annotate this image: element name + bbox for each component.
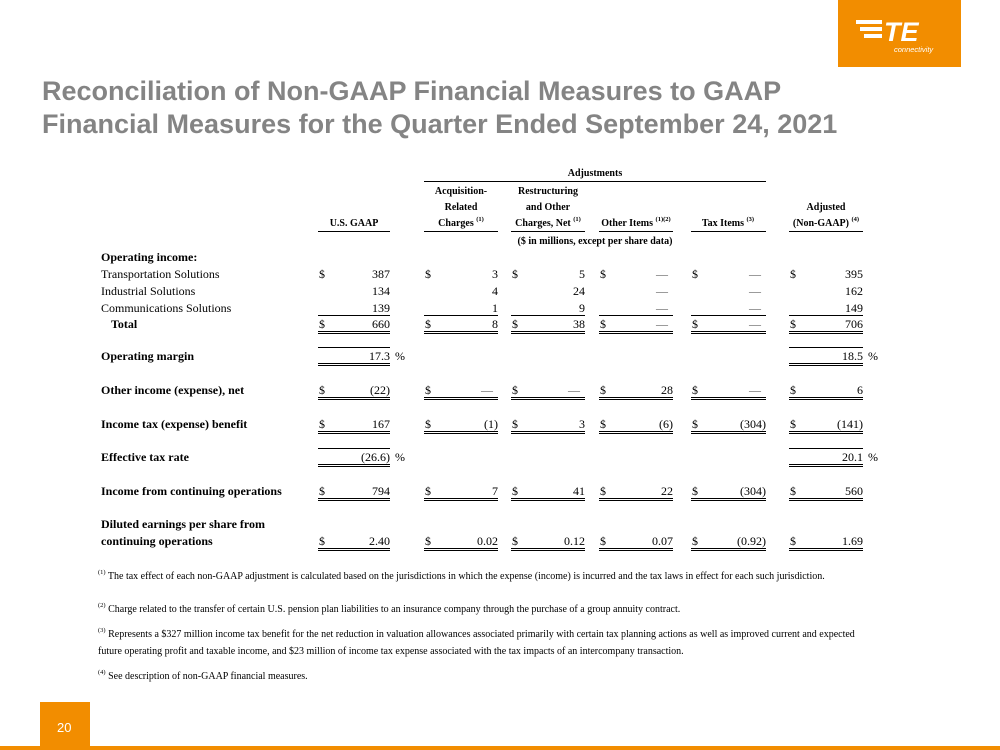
- total-rule-lower: [789, 500, 863, 501]
- table-cell: —: [568, 383, 580, 397]
- footnote-text: Charge related to the transfer of certain U.S. pension plan liabilities to an insurance company through the purchase of a group annuity contract.: [105, 604, 681, 615]
- units-note: ($ in millions, except per share data): [517, 236, 673, 247]
- row-label: Transportation Solutions: [101, 267, 220, 281]
- dollar-sign: $: [692, 267, 698, 281]
- table-cell: 5: [579, 267, 585, 281]
- total-rule-lower: [789, 550, 863, 551]
- table-cell: 706: [845, 317, 863, 331]
- column-header-5-label: Tax Items: [701, 218, 745, 229]
- total-rule-lower: [599, 500, 673, 501]
- dollar-sign: $: [319, 267, 325, 281]
- dollar-sign: $: [692, 383, 698, 397]
- footnote: [98, 568, 858, 585]
- dollar-sign: $: [512, 417, 518, 431]
- table-cell: 7: [492, 484, 498, 498]
- page-title-line-2: Financial Measures for the Quarter Ended September 24, 2021: [42, 109, 838, 139]
- total-rule-upper: [789, 331, 863, 332]
- table-cell: 24: [573, 284, 585, 298]
- table-cell: (1): [484, 417, 498, 431]
- table-cell: 0.12: [564, 534, 585, 548]
- table-cell: 167: [372, 417, 390, 431]
- total-rule-lower: [789, 399, 863, 400]
- table-cell: 3: [579, 417, 585, 431]
- row-label: Industrial Solutions: [101, 284, 196, 298]
- total-rule-upper: [318, 431, 390, 432]
- subtotal-rule: [789, 315, 863, 316]
- column-header-6-footnote-ref: (4): [851, 216, 860, 223]
- subtotal-rule: [424, 315, 498, 316]
- dollar-sign: $: [600, 417, 606, 431]
- total-rule-lower: [424, 500, 498, 501]
- subtotal-rule: [318, 315, 390, 316]
- table-cell: 8: [492, 317, 498, 331]
- table-cell: —: [656, 284, 668, 298]
- table-cell: 6: [857, 383, 863, 397]
- total-rule-lower: [424, 399, 498, 400]
- total-rule-upper: [691, 548, 766, 549]
- margin-rule-upper: [789, 464, 863, 465]
- total-rule-upper: [424, 331, 498, 332]
- table-cell: (6): [659, 417, 673, 431]
- table-cell: (141): [837, 417, 863, 431]
- total-rule-upper: [424, 397, 498, 398]
- total-rule-upper: [599, 431, 673, 432]
- total-rule-upper: [789, 498, 863, 499]
- dollar-sign: $: [425, 267, 431, 281]
- footnote: [98, 601, 858, 618]
- percent-sign: %: [868, 450, 878, 464]
- table-cell: 0.07: [652, 534, 673, 548]
- dollar-sign: $: [692, 317, 698, 331]
- dollar-sign: $: [319, 417, 325, 431]
- margin-rule-top: [318, 347, 390, 348]
- total-rule-lower: [599, 433, 673, 434]
- total-rule-lower: [511, 500, 585, 501]
- row-label: Operating margin: [101, 349, 194, 363]
- total-rule-lower: [599, 399, 673, 400]
- table-cell: —: [656, 267, 668, 281]
- margin-rule-lower: [318, 365, 390, 366]
- total-rule-upper: [511, 331, 585, 332]
- total-rule-upper: [691, 431, 766, 432]
- dollar-sign: $: [790, 317, 796, 331]
- total-rule-upper: [691, 397, 766, 398]
- table-cell: (22): [370, 383, 390, 397]
- column-header-1-title: [294, 218, 414, 229]
- total-rule-lower: [691, 433, 766, 434]
- total-rule-upper: [424, 548, 498, 549]
- dollar-sign: $: [692, 534, 698, 548]
- total-rule-upper: [318, 548, 390, 549]
- total-rule-lower: [424, 433, 498, 434]
- footnote-text: See description of non-GAAP financial measures.: [105, 671, 308, 682]
- table-cell: 794: [372, 484, 390, 498]
- column-header-6-l2: Adjusted: [806, 202, 846, 213]
- total-rule-lower: [318, 399, 390, 400]
- total-rule-lower: [511, 333, 585, 334]
- row-label: Income tax (expense) benefit: [101, 417, 248, 431]
- dollar-sign: $: [512, 534, 518, 548]
- table-cell: 134: [372, 284, 390, 298]
- dollar-sign: $: [790, 267, 796, 281]
- column-header-2-l1: Acquisition-: [434, 186, 488, 197]
- te-connectivity-logo: [838, 0, 961, 67]
- column-header-3-l2: and Other: [525, 202, 571, 213]
- total-rule-lower: [599, 333, 673, 334]
- table-cell: (0.92): [737, 534, 766, 548]
- margin-rule-lower: [318, 466, 390, 467]
- table-cell: (26.6): [361, 450, 390, 464]
- table-cell: 41: [573, 484, 585, 498]
- row-label: Effective tax rate: [101, 450, 189, 464]
- adjustments-rule: [424, 181, 766, 182]
- dollar-sign: $: [319, 317, 325, 331]
- footnote-text: Represents a $327 million income tax benefit for the net reduction in valuation allowances associated primarily with certain tax planning actions as well as improved current and expected future operating profit and taxable income, and $23 million of income tax expense associated with the tax impacts of an intercompany transaction.: [98, 629, 855, 657]
- table-cell: 1: [492, 301, 498, 315]
- total-rule-lower: [691, 550, 766, 551]
- table-cell: —: [749, 317, 761, 331]
- dollar-sign: $: [425, 484, 431, 498]
- dollar-sign: $: [790, 534, 796, 548]
- table-cell: 4: [492, 284, 498, 298]
- table-cell: 387: [372, 267, 390, 281]
- adjustments-header: Adjustments: [567, 168, 623, 179]
- total-rule-upper: [511, 548, 585, 549]
- row-label: Total: [111, 317, 138, 331]
- column-header-1-label: U.S. GAAP: [329, 218, 379, 229]
- bottom-accent-line: [0, 746, 1000, 750]
- table-cell: —: [749, 301, 761, 315]
- page-number: 20: [57, 720, 72, 735]
- total-rule-lower: [318, 500, 390, 501]
- total-rule-lower: [789, 433, 863, 434]
- total-rule-upper: [599, 498, 673, 499]
- footnote-marker: (3): [98, 627, 106, 634]
- table-cell: —: [749, 267, 761, 281]
- percent-sign: %: [395, 450, 405, 464]
- total-rule-lower: [691, 333, 766, 334]
- total-rule-upper: [511, 397, 585, 398]
- table-cell: —: [749, 383, 761, 397]
- total-rule-upper: [599, 331, 673, 332]
- percent-sign: %: [395, 349, 405, 363]
- total-rule-upper: [789, 397, 863, 398]
- footnote-text: The tax effect of each non-GAAP adjustment is calculated based on the jurisdictions in which the expense (income) is incurred and the tax laws in effect for each such jurisdiction.: [105, 571, 825, 582]
- table-cell: 2.40: [369, 534, 390, 548]
- footnote-marker: (1): [98, 569, 106, 576]
- margin-rule-top: [789, 347, 863, 348]
- column-header-3-l1: Restructuring: [518, 186, 578, 197]
- table-cell: 139: [372, 301, 390, 315]
- dollar-sign: $: [600, 484, 606, 498]
- dollar-sign: $: [600, 383, 606, 397]
- dollar-sign: $: [790, 484, 796, 498]
- footnote: [98, 668, 858, 685]
- total-rule-upper: [789, 431, 863, 432]
- dollar-sign: $: [600, 534, 606, 548]
- total-rule-upper: [511, 431, 585, 432]
- column-header-3-label: Charges, Net: [515, 218, 571, 229]
- table-cell: 0.02: [477, 534, 498, 548]
- column-header-2-footnote-ref: (1): [476, 216, 484, 223]
- column-header-2-l2: Related: [444, 202, 478, 213]
- column-header-6-label: (Non-GAAP): [792, 218, 849, 229]
- total-rule-lower: [424, 333, 498, 334]
- table-cell: —: [656, 317, 668, 331]
- column-header-2-rule: [424, 231, 498, 232]
- table-cell: 22: [661, 484, 673, 498]
- total-rule-upper: [318, 498, 390, 499]
- total-rule-lower: [318, 333, 390, 334]
- row-label: Diluted earnings per share from: [101, 517, 265, 531]
- total-rule-upper: [424, 431, 498, 432]
- table-cell: —: [749, 284, 761, 298]
- total-rule-lower: [318, 550, 390, 551]
- total-rule-upper: [511, 498, 585, 499]
- percent-sign: %: [868, 349, 878, 363]
- total-rule-upper: [599, 397, 673, 398]
- total-rule-lower: [318, 433, 390, 434]
- total-rule-upper: [691, 331, 766, 332]
- table-cell: 162: [845, 284, 863, 298]
- total-rule-upper: [789, 548, 863, 549]
- footnote-marker: (4): [98, 669, 106, 676]
- table-cell: —: [656, 301, 668, 315]
- margin-rule-lower: [789, 365, 863, 366]
- logo-letters: TE: [884, 17, 919, 47]
- total-rule-upper: [599, 548, 673, 549]
- margin-rule-upper: [789, 363, 863, 364]
- column-header-2-label: Charges: [438, 218, 474, 229]
- total-rule-lower: [599, 550, 673, 551]
- dollar-sign: $: [600, 267, 606, 281]
- dollar-sign: $: [790, 383, 796, 397]
- table-cell: 395: [845, 267, 863, 281]
- dollar-sign: $: [319, 383, 325, 397]
- column-header-6-rule: [789, 231, 863, 232]
- dollar-sign: $: [425, 534, 431, 548]
- row-label: continuing operations: [101, 534, 213, 548]
- total-rule-lower: [691, 500, 766, 501]
- column-header-4-rule: [599, 231, 673, 232]
- total-rule-upper: [318, 331, 390, 332]
- dollar-sign: $: [425, 417, 431, 431]
- total-rule-lower: [691, 399, 766, 400]
- total-rule-upper: [691, 498, 766, 499]
- row-label: Other income (expense), net: [101, 383, 245, 397]
- dollar-sign: $: [319, 484, 325, 498]
- dollar-sign: $: [512, 484, 518, 498]
- subtotal-rule: [511, 315, 585, 316]
- row-label: Income from continuing operations: [101, 484, 282, 498]
- table-cell: 660: [372, 317, 390, 331]
- table-cell: (304): [740, 417, 766, 431]
- margin-rule-lower: [789, 466, 863, 467]
- table-cell: 1.69: [842, 534, 863, 548]
- subtotal-rule: [599, 315, 673, 316]
- dollar-sign: $: [512, 317, 518, 331]
- subtotal-rule: [691, 315, 766, 316]
- table-cell: 18.5: [842, 349, 863, 363]
- footnote: [98, 626, 858, 660]
- total-rule-upper: [424, 498, 498, 499]
- page-title: [42, 75, 942, 141]
- column-header-5-footnote-ref: (3): [746, 216, 755, 223]
- total-rule-lower: [511, 550, 585, 551]
- row-label: Communications Solutions: [101, 301, 232, 315]
- table-cell: 9: [579, 301, 585, 315]
- total-rule-lower: [511, 433, 585, 434]
- page-number-box: [40, 702, 90, 750]
- column-header-6-title: [766, 218, 886, 229]
- dollar-sign: $: [319, 534, 325, 548]
- dollar-sign: $: [600, 317, 606, 331]
- dollar-sign: $: [692, 417, 698, 431]
- footnote-marker: (2): [98, 602, 106, 609]
- te-logo-mark-icon: [838, 0, 961, 67]
- table-cell: 38: [573, 317, 585, 331]
- row-label: Operating income:: [101, 250, 198, 264]
- table-cell: 20.1: [842, 450, 863, 464]
- table-cell: —: [481, 383, 493, 397]
- dollar-sign: $: [512, 383, 518, 397]
- table-cell: 560: [845, 484, 863, 498]
- column-header-4-footnote-ref: (1)(2): [655, 216, 671, 223]
- margin-rule-top: [318, 448, 390, 449]
- dollar-sign: $: [425, 317, 431, 331]
- total-rule-lower: [511, 399, 585, 400]
- margin-rule-upper: [318, 464, 390, 465]
- dollar-sign: $: [692, 484, 698, 498]
- dollar-sign: $: [425, 383, 431, 397]
- logo-subtext: connectivity: [894, 45, 934, 54]
- total-rule-upper: [318, 397, 390, 398]
- dollar-sign: $: [512, 267, 518, 281]
- total-rule-lower: [789, 333, 863, 334]
- total-rule-lower: [424, 550, 498, 551]
- table-cell: 17.3: [369, 349, 390, 363]
- column-header-3-footnote-ref: (1): [573, 216, 581, 223]
- margin-rule-upper: [318, 363, 390, 364]
- table-cell: 28: [661, 383, 673, 397]
- dollar-sign: $: [790, 417, 796, 431]
- column-header-1-rule: [318, 231, 390, 232]
- table-cell: 3: [492, 267, 498, 281]
- table-cell: 149: [845, 301, 863, 315]
- column-header-3-rule: [511, 231, 585, 232]
- column-header-4-label: Other Items: [601, 218, 654, 229]
- page-title-line-1: Reconciliation of Non-GAAP Financial Measures to GAAP: [42, 76, 782, 106]
- column-header-5-rule: [691, 231, 766, 232]
- margin-rule-top: [789, 448, 863, 449]
- table-cell: (304): [740, 484, 766, 498]
